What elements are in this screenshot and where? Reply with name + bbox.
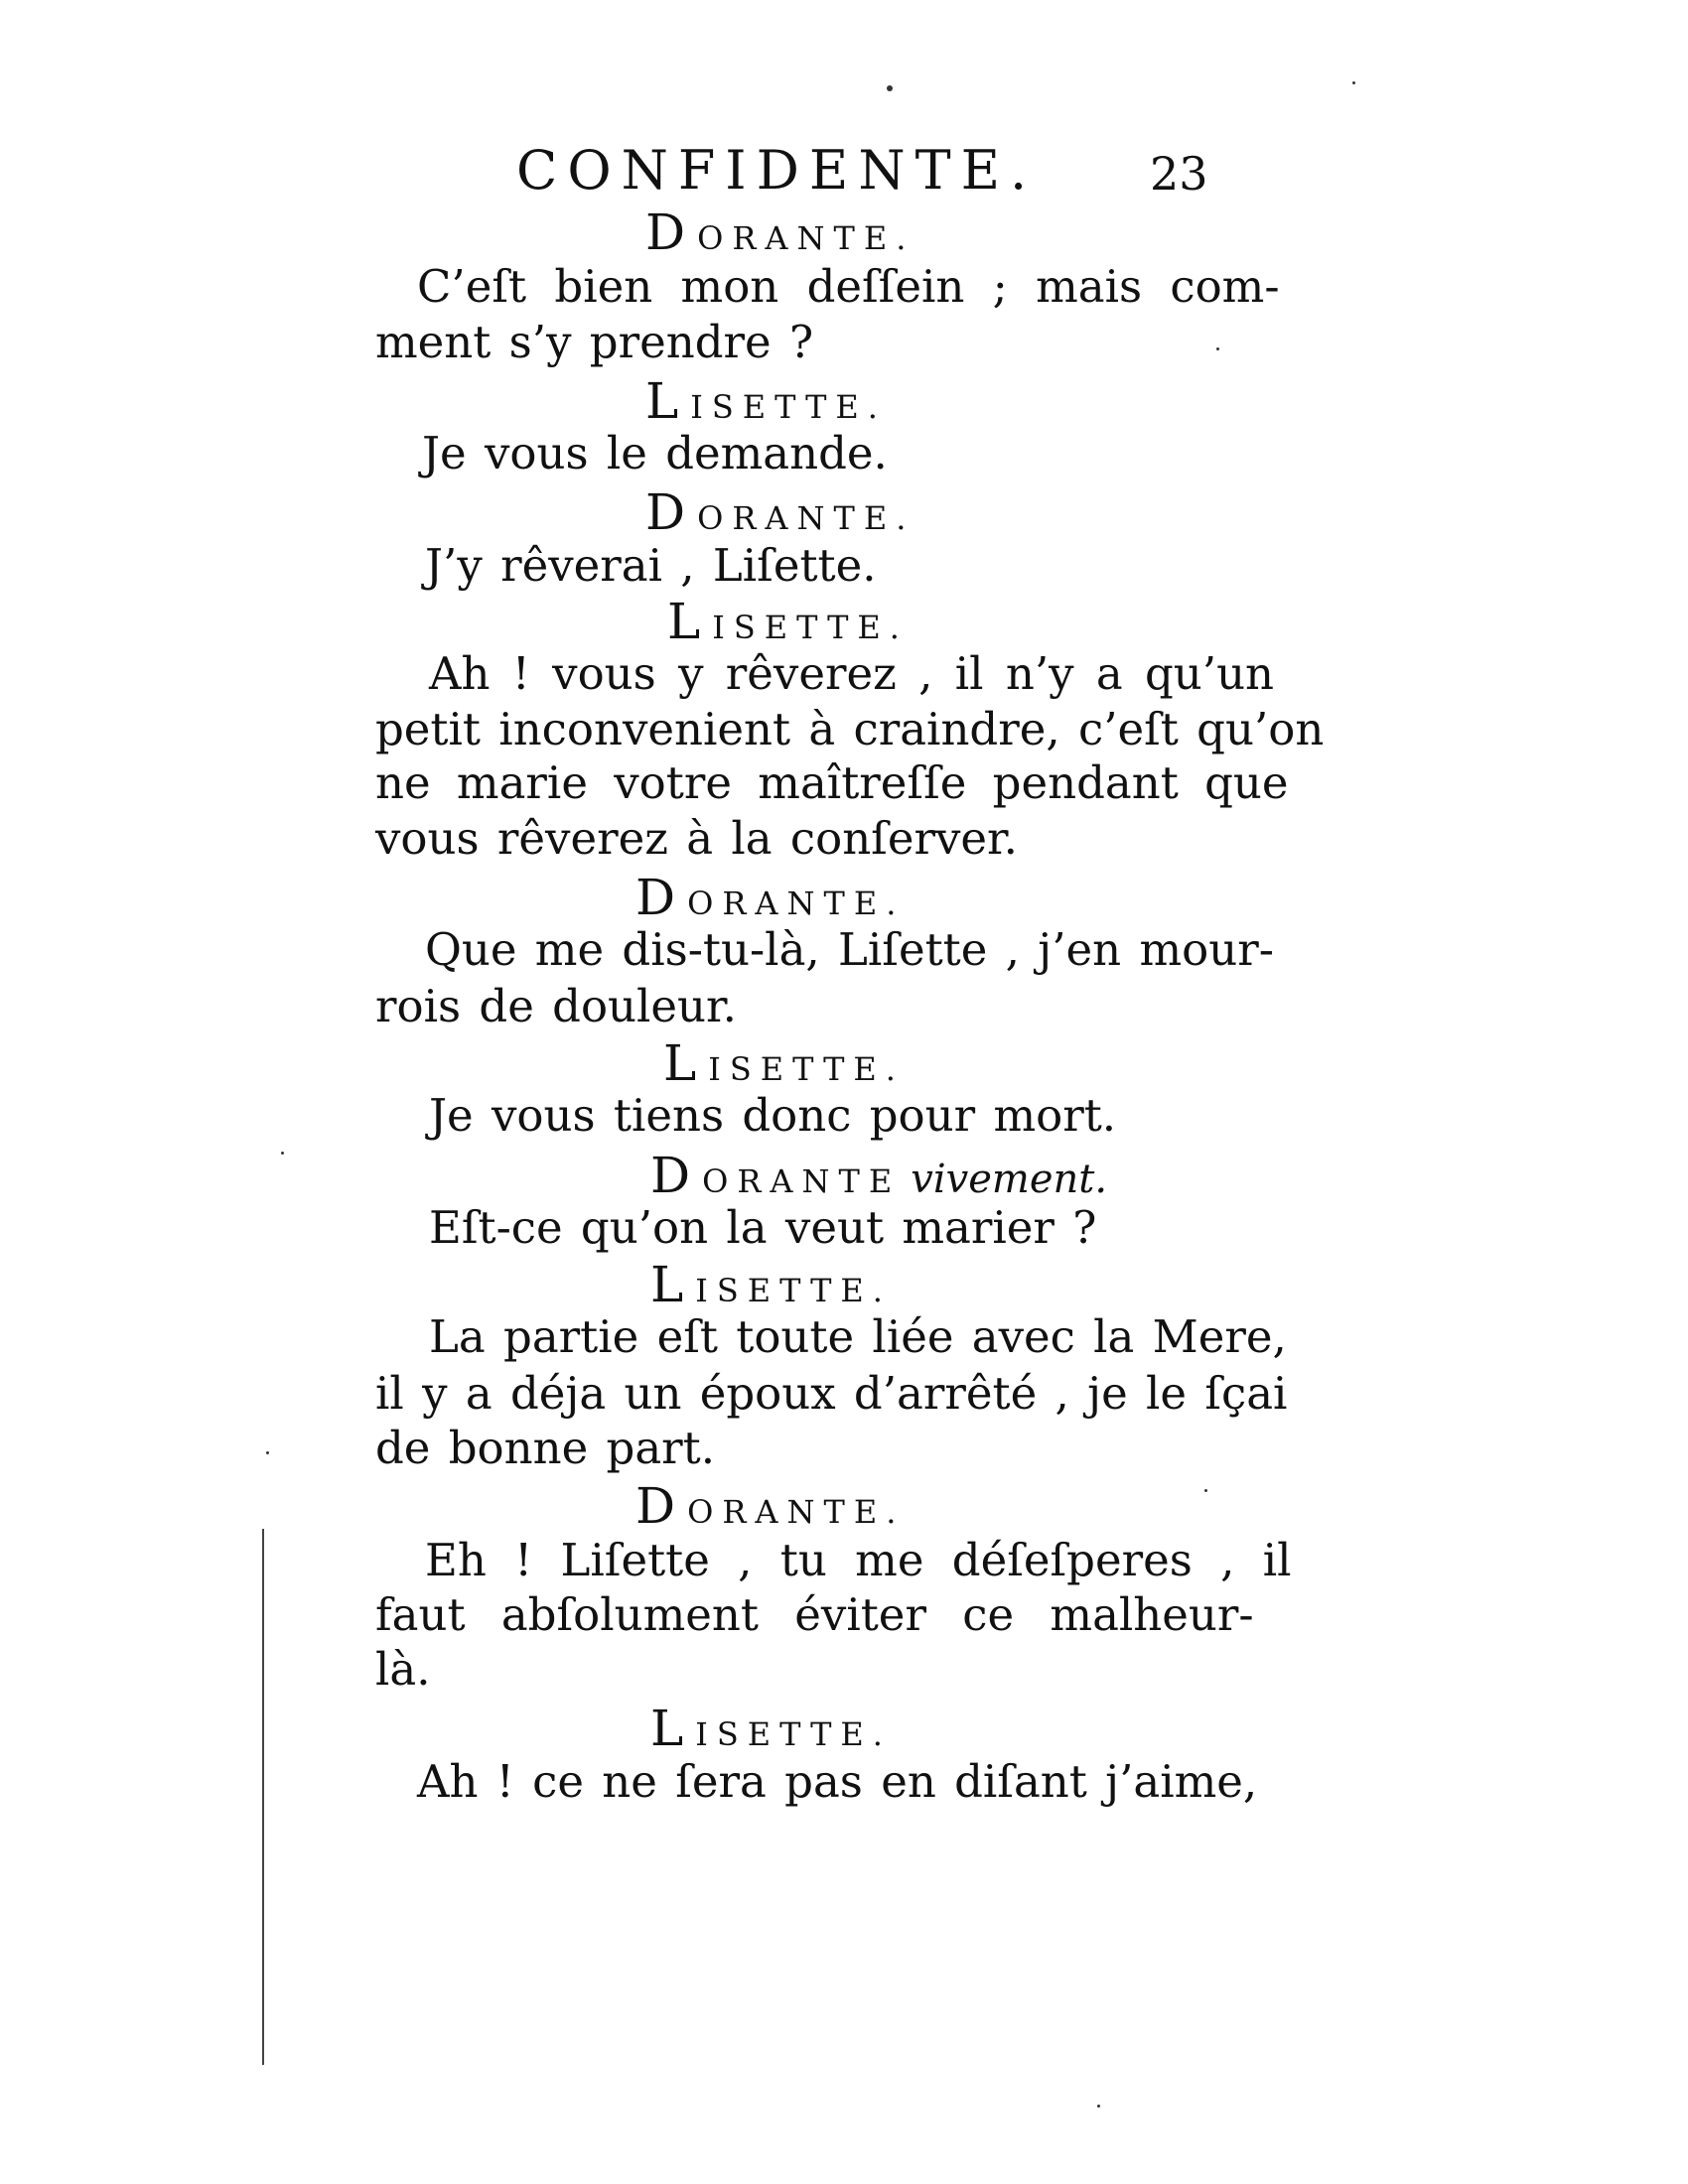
- speaker-dorante: [650, 1147, 1107, 1204]
- running-head: CONFIDENTE.: [516, 139, 1038, 202]
- speaker-lisette: [663, 1034, 905, 1092]
- speaker-dorante: [645, 483, 914, 541]
- text-line: La partie eſt toute liée avec la Mere,: [429, 1310, 1287, 1363]
- page-number: 23: [1150, 147, 1208, 201]
- text-line: vous rêverez à la conſerver.: [375, 812, 1018, 865]
- text-line: là.: [375, 1643, 431, 1696]
- text-line: ne marie votre maîtreſſe pendant que: [375, 756, 1289, 809]
- scan-margin-rule: [262, 1529, 264, 2065]
- speaker-dorante: [645, 204, 914, 261]
- text-line: Eſt-ce qu’on la veut marier ?: [429, 1201, 1097, 1254]
- scan-speck: [1097, 2105, 1100, 2108]
- scan-speck: [266, 1451, 269, 1454]
- text-line: petit inconvenient à craindre, c’eſt qu’on: [375, 703, 1325, 755]
- speaker-name: DORANTE.: [645, 483, 915, 541]
- text-line: faut abſolument éviter ce malheur-: [375, 1588, 1254, 1641]
- text-line: Ah ! vous y rêverez , il n’y a qu’un: [429, 647, 1275, 700]
- text-line: de bonne part.: [375, 1422, 716, 1474]
- scan-speck: [281, 1152, 284, 1155]
- speaker-name: DORANTE.: [635, 869, 906, 926]
- text-line: ment s’y prendre ?: [375, 316, 814, 368]
- speaker-name: LISETTE.: [650, 1700, 892, 1757]
- text-line: Eh ! Liſette , tu me déſeſperes , il: [425, 1534, 1292, 1586]
- scan-speck: [1216, 347, 1219, 350]
- speaker-lisette: [650, 1256, 892, 1313]
- text-line: Que me dis-tu-là, Liſette , j’en mour-: [425, 923, 1274, 976]
- speaker-dorante: [635, 869, 905, 926]
- speaker-dorante: [635, 1477, 905, 1535]
- text-line: C’eſt bien mon deſſein ; mais com-: [417, 260, 1280, 313]
- speaker-lisette: [645, 372, 887, 430]
- scan-speck: [887, 85, 893, 91]
- speaker-lisette: [650, 1700, 892, 1757]
- speaker-name: DORANTE.: [645, 204, 915, 261]
- scan-speck: [1204, 1489, 1207, 1492]
- text-line: Je vous tiens donc pour mort.: [429, 1089, 1117, 1142]
- text-line: J’y rêverai , Liſette.: [425, 539, 877, 592]
- text-line: Je vous le demande.: [422, 427, 888, 479]
- speaker-name: LISETTE.: [663, 1034, 905, 1092]
- text-line: rois de douleur.: [375, 980, 737, 1032]
- text-line: Ah ! ce ne ſera pas en diſant j’aime,: [417, 1755, 1258, 1808]
- stage-direction: vivement.: [911, 1157, 1108, 1202]
- speaker-name: LISETTE.: [650, 1256, 892, 1313]
- speaker-name: DORANTE.: [635, 1477, 906, 1535]
- text-line: il y a déja un époux d’arrêté , je le ſçai: [375, 1367, 1288, 1420]
- speaker-name: LISETTE.: [667, 593, 909, 650]
- speaker-name: DORANTE: [650, 1147, 902, 1204]
- scan-speck: [1352, 81, 1355, 84]
- speaker-lisette: [667, 593, 909, 650]
- speaker-name: LISETTE.: [645, 372, 887, 430]
